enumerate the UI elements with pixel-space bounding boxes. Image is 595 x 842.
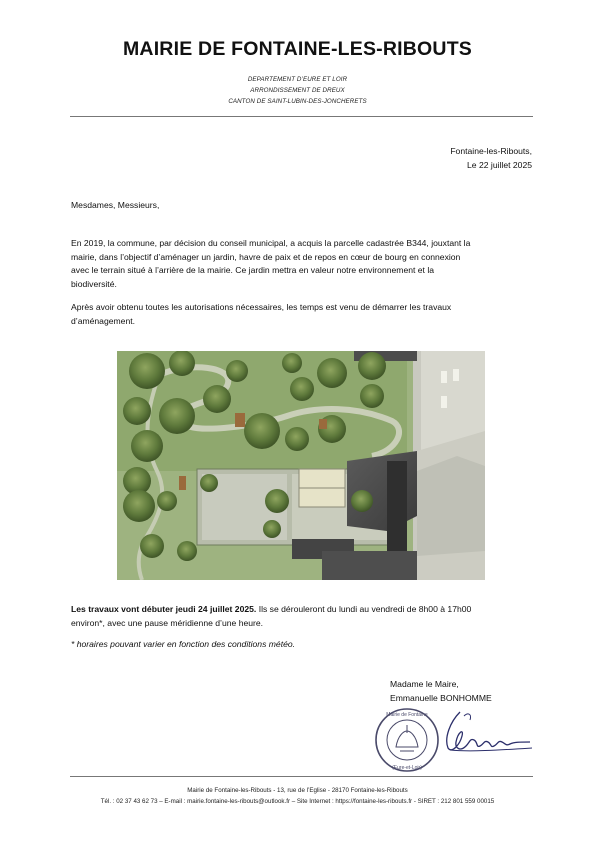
- place: Fontaine-les-Ribouts,: [450, 146, 532, 156]
- weather-note: * horaires pouvant varier en fonction des conditions météo.: [71, 639, 296, 649]
- header-department: DEPARTEMENT D’EURE ET LOIR: [247, 76, 348, 83]
- signatory-name: Emmanuelle BONHOMME: [390, 693, 492, 703]
- date: Le 22 juillet 2025: [467, 160, 532, 170]
- signatory: [390, 677, 492, 705]
- footer-divider: [70, 776, 533, 777]
- p3-line-2: environ*, avec une pause méridienne d’une heure.: [71, 617, 264, 628]
- svg-text:(Eure-et-Loir): (Eure-et-Loir): [392, 765, 422, 771]
- p2-line-2: d’aménagement.: [71, 315, 136, 326]
- place-date: [450, 144, 532, 172]
- page-title: MAIRIE DE FONTAINE-LES-RIBOUTS: [122, 38, 473, 60]
- header-divider: [70, 116, 533, 117]
- p2-line-1: Après avoir obtenu toutes les autorisations nécessaires, les temps est venu de démarrer les travaux: [71, 302, 452, 312]
- paragraph-3: [71, 603, 533, 630]
- header-canton: CANTON DE SAINT-LUBIN-DES-JONCHERETS: [228, 98, 367, 105]
- handwritten-signature: [430, 708, 535, 758]
- paragraph-2: [71, 301, 533, 328]
- header-arrondissement: ARRONDISSEMENT DE DREUX: [250, 87, 345, 94]
- svg-text:Mairie de Fontaine: Mairie de Fontaine: [386, 712, 428, 718]
- p1-line-3: avec le terrain situé à l’arrière de la mairie. Ce jardin mettra en valeur notre environnement et la: [71, 265, 435, 275]
- p1-line-1: En 2019, la commune, par décision du conseil municipal, a acquis la parcelle cadastrée B344, jouxtant la: [71, 238, 471, 248]
- footer-contact: Tél. : 02 37 43 62 73 – E-mail : mairie.fontaine-les-ribouts@outlook.fr – Site Internet : https://fontaine-les-ribouts.fr - SIRET : 212 801 559 00015: [100, 798, 495, 805]
- p1-line-4: biodiversité.: [71, 278, 117, 289]
- garden-plan-image: [117, 351, 485, 580]
- salutation: Mesdames, Messieurs,: [71, 200, 160, 210]
- signatory-role: Madame le Maire,: [390, 679, 459, 689]
- paragraph-1: [71, 237, 533, 291]
- p1-line-2: mairie, dans l’objectif d’aménager un jardin, havre de paix et de repos en cœur de bourg en connexion: [71, 251, 461, 262]
- start-date-bold: Les travaux vont débuter jeudi 24 juillet 2025.: [71, 604, 257, 614]
- working-hours: Ils se dérouleront du lundi au vendredi de 8h00 à 17h00: [256, 604, 472, 614]
- footer-address: Mairie de Fontaine-les-Ribouts - 13, rue de l’Eglise - 28170 Fontaine-les-Ribouts: [187, 787, 408, 794]
- p3-line-1: [71, 603, 533, 617]
